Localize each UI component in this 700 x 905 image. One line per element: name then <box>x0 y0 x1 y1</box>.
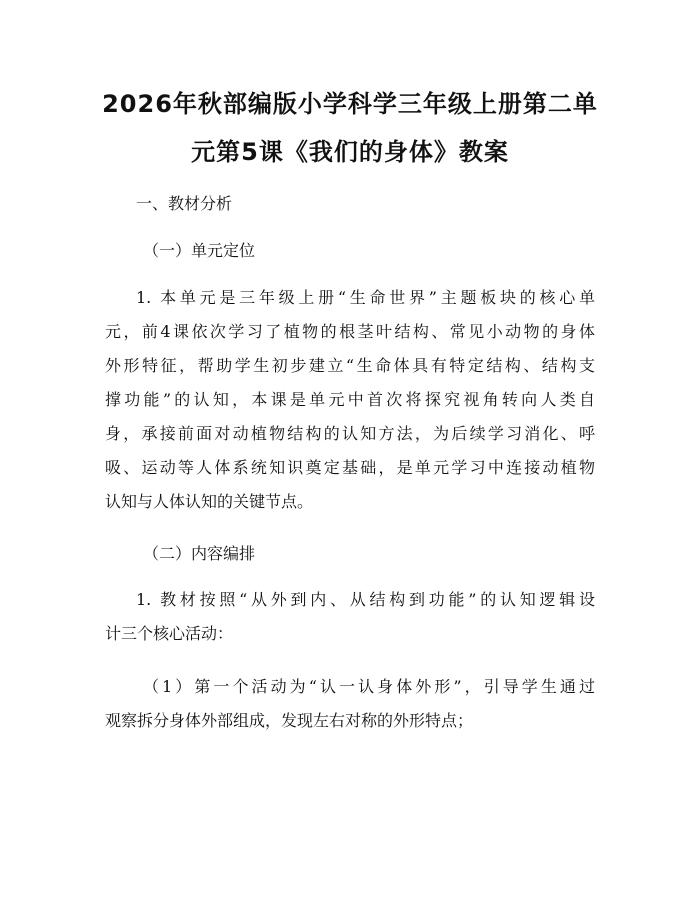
paragraph-line: 元，前4课依次学习了植物的根茎叶结构、常见小动物的身体 <box>105 322 595 341</box>
paragraph-line: 外形特征，帮助学生初步建立“生命体具有特定结构、结构支 <box>105 356 595 375</box>
paragraph-line: 撑功能”的认知，本课是单元中首次将探究视角转向人类自 <box>105 390 595 409</box>
paragraph-line: 观察拆分身体外部组成，发现左右对称的外形特点； <box>105 711 474 730</box>
paragraph-line: 身，承接前面对动植物结构的认知方法，为后续学习消化、呼 <box>105 424 595 443</box>
paragraph-line: 计三个核心活动： <box>105 624 234 643</box>
section-heading-teaching-material-analysis: 一、教材分析 <box>136 194 233 213</box>
subsection-heading-content-arrangement: （二）内容编排 <box>143 544 256 563</box>
subsection-heading-unit-position: （一）单元定位 <box>143 241 256 260</box>
paragraph-line: 1. 本单元是三年级上册“生命世界”主题板块的核心单 <box>136 288 595 307</box>
document-title-line-2: 元第5课《我们的身体》教案 <box>191 138 509 166</box>
paragraph-line: 1. 教材按照“从外到内、从结构到功能”的认知逻辑设 <box>136 590 595 609</box>
paragraph-line: 认知与人体认知的关键节点。 <box>105 492 314 511</box>
document-title-line-1: 2026年秋部编版小学科学三年级上册第二单 <box>102 90 598 118</box>
paragraph-line: （1）第一个活动为“认一认身体外形”，引导学生通过 <box>143 677 595 696</box>
paragraph-line: 吸、运动等人体系统知识奠定基础，是单元学习中连接动植物 <box>105 458 595 477</box>
